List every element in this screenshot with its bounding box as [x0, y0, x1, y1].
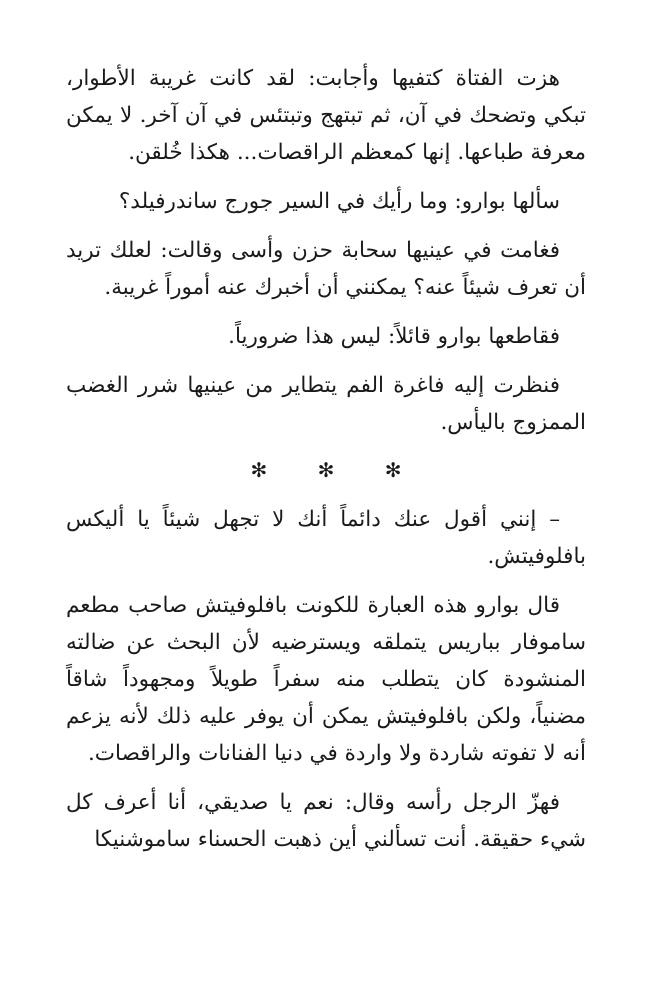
paragraph-8: فهزّ الرجل رأسه وقال: نعم يا صديقي، أنا أعرف كل شيء حقيقة. أنت تسألني أين ذهبت الحسناء ساموشنيكا: [66, 790, 586, 852]
section-separator: ✻ ✻ ✻: [250, 458, 424, 482]
paragraph-3: فغامت في عينيها سحابة حزن وأسى وقالت: لعلك تريد أن تعرف شيئاً عنه؟ يمكنني أن أخبرك عنه أموراً غريبة.: [66, 238, 586, 300]
book-page: [66, 60, 586, 870]
paragraph-5: فنظرت إليه فاغرة الفم يتطاير من عينيها شرر الغضب الممزوج باليأس.: [66, 373, 586, 435]
paragraph-2: سألها بوارو: وما رأيك في السير جورج ساندرفيلد؟: [118, 189, 560, 214]
paragraph-6: – إنني أقول عنك دائماً أنك لا تجهل شيئاً يا أليكس بافلوفيتش.: [66, 507, 586, 569]
paragraph-1: هزت الفتاة كتفيها وأجابت: لقد كانت غريبة الأطوار، تبكي وتضحك في آن، ثم تبتهج وتبتئس في آن آخر. لا يمكن معرفة طباعها. إنها كمعظم الراقصات... هكذا خُلقن.: [66, 66, 586, 165]
paragraph-4: فقاطعها بوارو قائلاً: ليس هذا ضرورياً.: [228, 324, 560, 349]
paragraph-7: قال بوارو هذه العبارة للكونت بافلوفيتش صاحب مطعم ساموفار بباريس يتملقه ويسترضيه لأن البحث عن ضالته المنشودة كان يتطلب منه سفراً طويلاً ومجهوداً شاقاً مضنياً، ولكن بافلوفيتش يمكن أن يوفر عليه ذلك لأنه يزعم أنه لا تفوته شاردة ولا واردة في دنيا الفنانات والراقصات.: [66, 593, 586, 766]
